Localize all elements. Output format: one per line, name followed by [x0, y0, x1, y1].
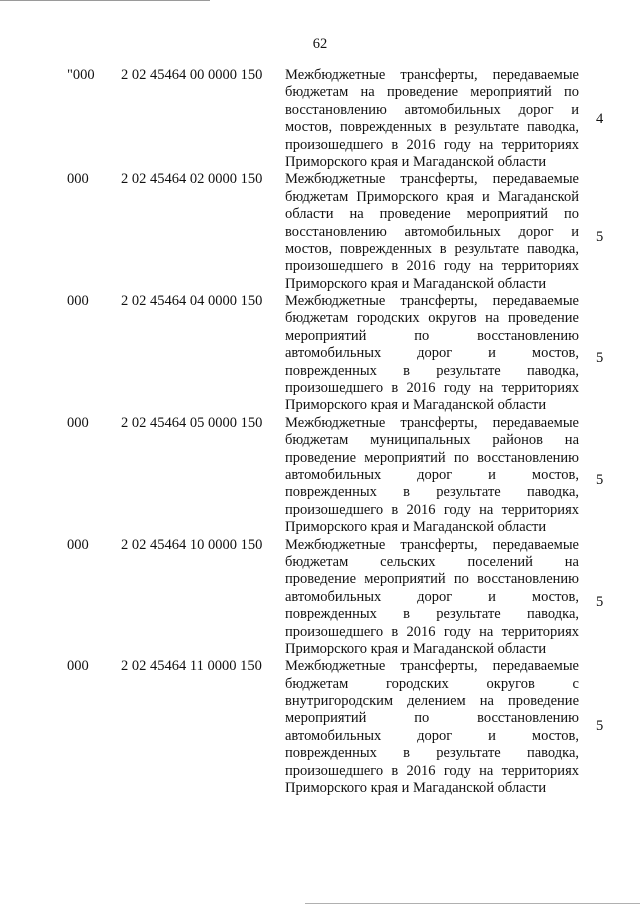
description-line: произошедшего в 2016 году на территориях: [285, 380, 579, 397]
distribution-standard: 5: [596, 593, 604, 610]
description-line: Приморского края и Магаданской области: [285, 153, 547, 170]
description-line: произошедшего в 2016 году на территориях: [285, 762, 579, 779]
income-description: [285, 171, 579, 293]
description-line: Приморского края и Магаданской области: [285, 640, 547, 657]
distribution-standard: 5: [596, 350, 604, 367]
description-line: произошедшего в 2016 году на территориях: [285, 501, 579, 518]
description-line: Межбюджетные трансферты, передаваемые: [285, 67, 579, 83]
admin-code: "000: [67, 67, 95, 83]
description-line: мостов, поврежденных в результате паводка,: [285, 119, 579, 136]
description-line: бюджетам сельских поселений на: [285, 553, 579, 570]
description-line: поврежденных в результате паводка,: [285, 606, 579, 623]
budget-classification-code: 2 02 45464 10 0000 150: [121, 536, 263, 553]
admin-code: 000: [67, 658, 89, 675]
description-line: бюджетам городских округов с: [285, 675, 579, 692]
distribution-standard: 4: [596, 110, 604, 127]
description-line: Межбюджетные трансферты, передаваемые: [285, 414, 579, 431]
description-line: проведение мероприятий по восстановлению: [285, 449, 579, 466]
description-line: поврежденных в результате паводка,: [285, 484, 579, 501]
description-line: поврежденных в результате паводка,: [285, 362, 579, 379]
table-row: [0, 67, 640, 171]
table-row: [0, 415, 640, 537]
description-line: восстановлению автомобильных дорог и: [285, 101, 579, 118]
description-line: бюджетам муниципальных районов на: [285, 432, 579, 449]
distribution-standard: 5: [596, 228, 604, 245]
admin-code: 000: [67, 414, 89, 431]
description-line: мероприятий по восстановлению: [285, 327, 579, 344]
bottom-scan-rule: [305, 903, 640, 904]
description-line: автомобильных дорог и мостов,: [285, 727, 579, 744]
income-description: [285, 67, 579, 171]
income-description: [285, 537, 579, 659]
table-row: [0, 537, 640, 659]
budget-classification-code: 2 02 45464 04 0000 150: [121, 293, 263, 310]
description-line: бюджетам Приморского края и Магаданской: [285, 188, 579, 205]
admin-code: 000: [67, 536, 89, 553]
description-line: Приморского края и Магаданской области: [285, 519, 547, 536]
description-line: Приморского края и Магаданской области: [285, 780, 547, 797]
income-description: [285, 658, 579, 797]
income-description: [285, 415, 579, 537]
description-line: поврежденных в результате паводка,: [285, 745, 579, 762]
description-line: автомобильных дорог и мостов,: [285, 466, 579, 483]
description-line: автомобильных дорог и мостов,: [285, 345, 579, 362]
page-number: 62: [312, 36, 328, 52]
top-scan-rule: [0, 0, 210, 1]
budget-classification-code: 2 02 45464 02 0000 150: [121, 171, 263, 188]
description-line: области на проведение мероприятий по: [285, 206, 579, 223]
table-row: [0, 293, 640, 415]
table-row: [0, 658, 640, 797]
description-line: бюджетам на проведение мероприятий по: [285, 84, 579, 101]
description-line: внутригородским делением на проведение: [285, 693, 579, 710]
description-line: Приморского края и Магаданской области: [285, 397, 547, 414]
description-line: Межбюджетные трансферты, передаваемые: [285, 658, 579, 675]
description-line: мостов, поврежденных в результате паводка,: [285, 240, 579, 257]
budget-classification-code: 2 02 45464 11 0000 150: [121, 658, 262, 675]
description-line: автомобильных дорог и мостов,: [285, 588, 579, 605]
description-line: Межбюджетные трансферты, передаваемые: [285, 536, 579, 553]
distribution-standard: 5: [596, 718, 604, 735]
description-line: произошедшего в 2016 году на территориях: [285, 258, 579, 275]
description-line: Межбюджетные трансферты, передаваемые: [285, 171, 579, 188]
revenue-codes-table: [0, 67, 640, 797]
description-line: произошедшего в 2016 году на территориях: [285, 136, 579, 153]
table-row: [0, 171, 640, 293]
description-line: Приморского края и Магаданской области: [285, 275, 547, 292]
description-line: бюджетам городских округов на проведение: [285, 310, 579, 327]
description-line: Межбюджетные трансферты, передаваемые: [285, 293, 579, 310]
budget-classification-code: 2 02 45464 00 0000 150: [121, 67, 263, 83]
description-line: восстановлению автомобильных дорог и: [285, 223, 579, 240]
description-line: мероприятий по восстановлению: [285, 710, 579, 727]
description-line: произошедшего в 2016 году на территориях: [285, 623, 579, 640]
budget-classification-code: 2 02 45464 05 0000 150: [121, 414, 263, 431]
admin-code: 000: [67, 293, 89, 310]
description-line: проведение мероприятий по восстановлению: [285, 571, 579, 588]
income-description: [285, 293, 579, 415]
distribution-standard: 5: [596, 472, 604, 488]
admin-code: 000: [67, 171, 89, 188]
